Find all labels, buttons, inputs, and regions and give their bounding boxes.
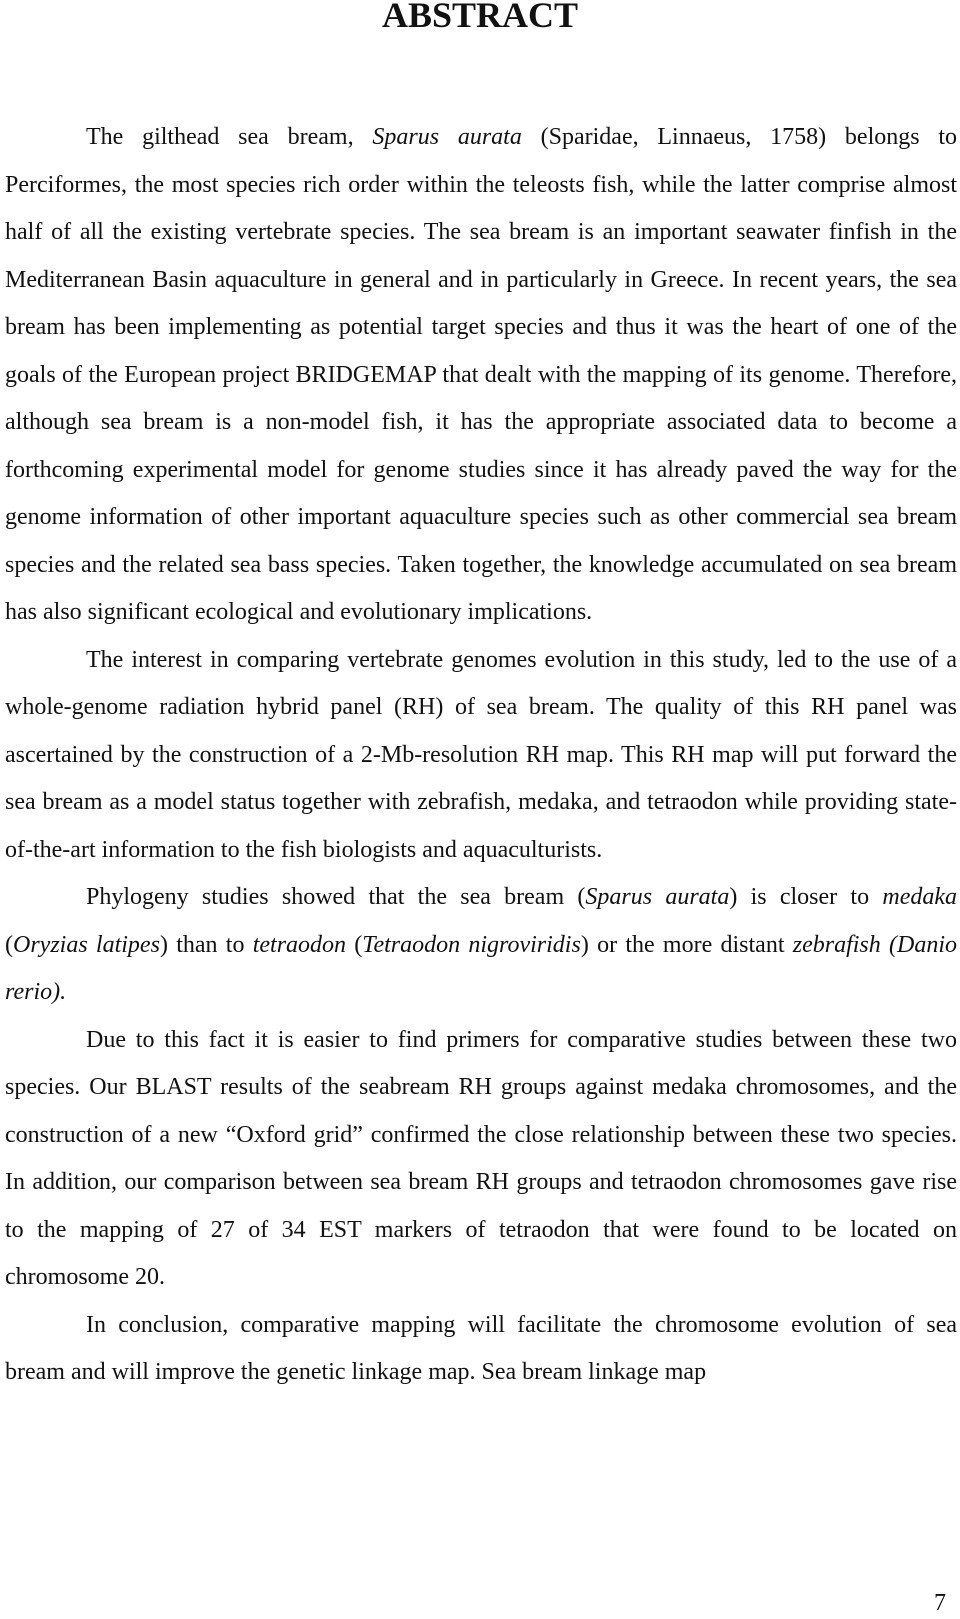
species-name-italic: zebrafish (Danio rerio).: [5, 931, 958, 1005]
species-name-italic: medaka: [882, 884, 957, 910]
paragraph-rh-panel: The interest in comparing vertebrate genomes evolution in this study, led to the use of a whole-genome radiation hybrid panel (RH) of sea bream. The quality of this RH panel was ascertained by the construction of a 2-Mb-resolution RH map. This RH map will put forward the sea bream as a model status together with zebrafish, medaka, and tetraodon while providing state-of-the-art information to the fish biologists and aquaculturists.: [5, 646, 957, 863]
abstract-heading: ABSTRACT: [381, 0, 579, 35]
paragraph-conclusion: In conclusion, comparative mapping will facilitate the chromosome evolution of sea bream and will improve the genetic linkage map. Sea bream linkage map: [5, 1311, 957, 1385]
species-name-italic: Tetraodon nigroviridis: [362, 931, 581, 958]
paragraph-introduction: The gilthead sea bream, Sparus aurata (Sparidae, Linnaeus, 1758) belongs to Perciformes, the most species rich order within the teleosts fish, while the latter comprise almost half of all the existing vertebrate species. The sea bream is an important seawater finfish in the Mediterranean Basin aquaculture in general and in particularly in Greece. In recent years, the sea bream has been implementing as potential target species and thus it was the heart of one of the goals of the European project BRIDGEMAP that dealt with the mapping of its genome. Therefore, although sea bream is a non-model fish, it has the appropriate associated data to become a forthcoming experimental model for genome studies since it has already paved the way for the genome information of other important aquaculture species such as other commercial sea bream species and the related sea bass species. Taken together, the knowledge accumulated on sea bream has also significant ecological and evolutionary implications.: [5, 124, 958, 625]
page-number: 7: [934, 1590, 946, 1616]
abstract-body: [5, 114, 957, 1397]
paragraph-phylogeny: Phylogeny studies showed that the sea bream (Sparus aurata) is closer to medaka (Oryzias latipes) than to tetraodon (Tetraodon nigroviridis) or the more distant zebrafish (Danio rerio).: [5, 884, 958, 1005]
species-name-italic: Sparus aurata: [372, 124, 522, 150]
paragraph-blast-results: Due to this fact it is easier to find primers for comparative studies between these two species. Our BLAST results of the seabream RH groups against medaka chromosomes, and the construction of a new “Oxford grid” confirmed the close relationship between these two species. In addition, our comparison between sea bream RH groups and tetraodon chromosomes gave rise to the mapping of 27 of 34 EST markers of tetraodon that were found to be located on chromosome 20.: [5, 1026, 957, 1290]
species-name-italic: tetraodon: [252, 931, 347, 958]
species-name-italic: Oryzias latipes: [13, 931, 160, 958]
species-name-italic: Sparus aurata: [585, 884, 730, 910]
